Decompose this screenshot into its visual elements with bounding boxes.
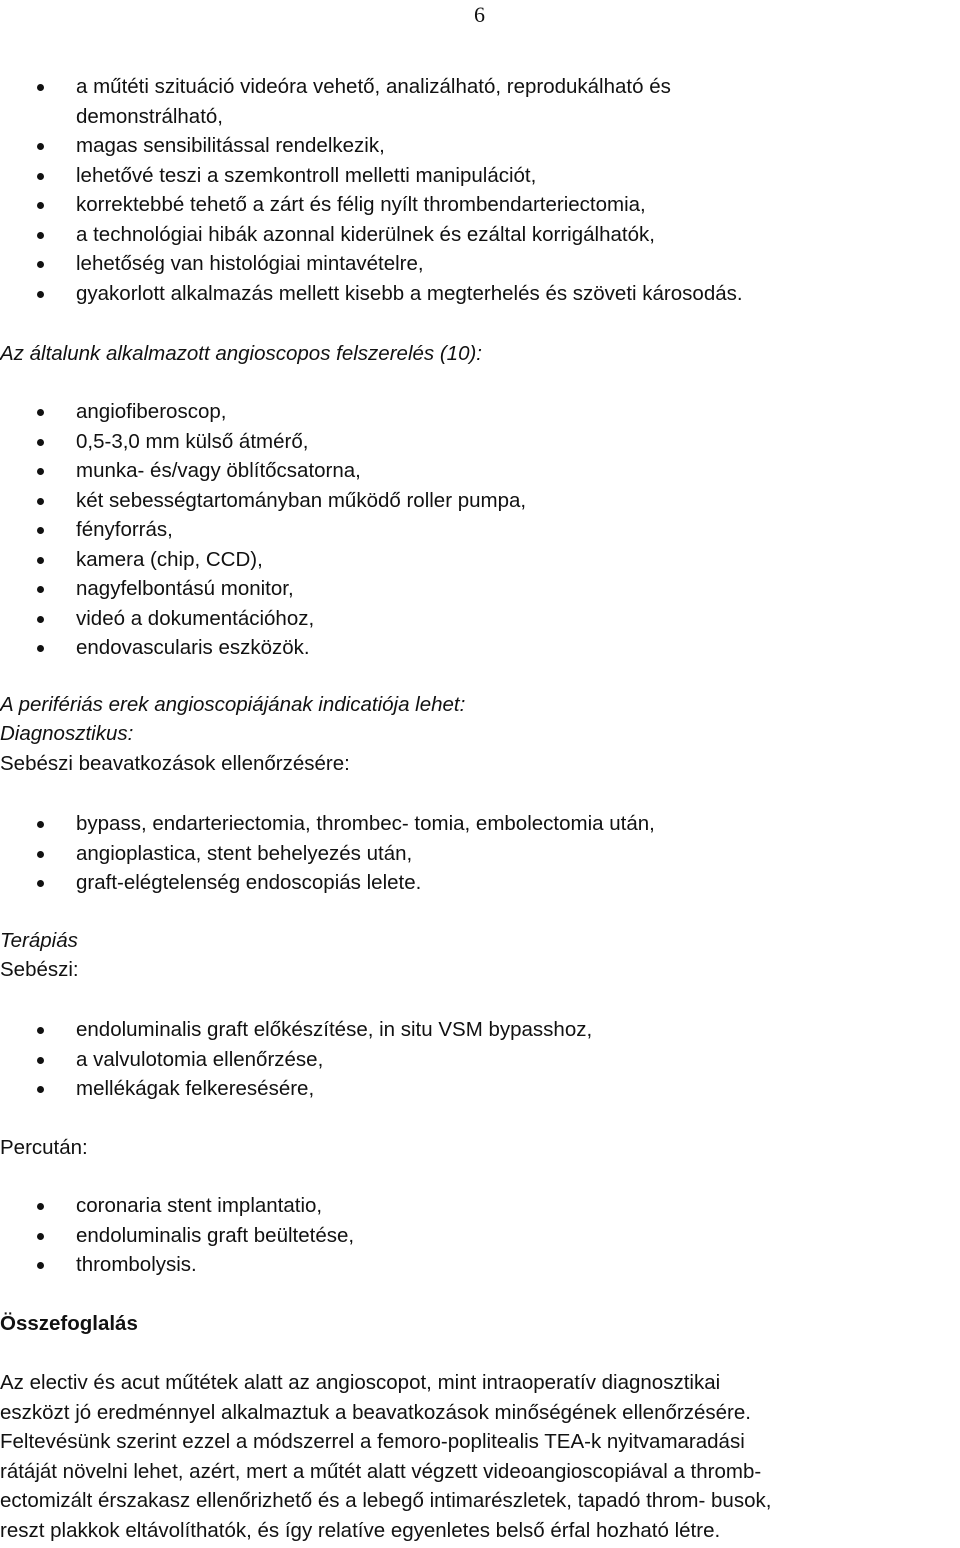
indication-heading: A perifériás erek angioscopiájának indicatiója lehet: [0, 693, 466, 716]
list-item: nagyfelbontású monitor, [0, 574, 960, 604]
page-number: 6 [474, 2, 485, 27]
diagnostic-list [0, 809, 960, 898]
list-item: lehetővé teszi a szemkontroll melletti manipulációt, [0, 161, 960, 191]
list-item: fényforrás, [0, 515, 960, 545]
paragraph-line: rátáját növelni lehet, azért, mert a műtét alatt végzett videoangioscopiával a thromb- [0, 1459, 762, 1483]
list-item: 0,5-3,0 mm külső átmérő, [0, 427, 960, 457]
paragraph-line: Feltevésünk szerint ezzel a módszerrel a femoro-poplitealis TEA-k nyitvamaradási [0, 1430, 745, 1453]
paragraph-line: ectomizált érszakasz ellenőrizhető és a lebegő intimarészletek, tapadó throm- busok, [0, 1489, 772, 1512]
list-item: kamera (chip, CCD), [0, 545, 960, 575]
paragraph-line: Az electiv és acut műtétek alatt az angioscopot, mint intraoperatív diagnosztikai [0, 1371, 721, 1394]
equipment-heading: Az általunk alkalmazott angioscopos felszerelés (10): [0, 342, 482, 365]
surgical-control-heading: Sebészi beavatkozások ellenőrzésére: [0, 752, 350, 775]
equipment-list [0, 397, 960, 663]
list-item: munka- és/vagy öblítőcsatorna, [0, 456, 960, 486]
list-item: a műtéti szituáció videóra vehető, analizálható, reprodukálható és [0, 72, 960, 102]
list-item: endovascularis eszközök. [0, 633, 960, 663]
surgical-heading: Sebészi: [0, 958, 79, 981]
paragraph-line: reszt plakkok eltávolíthatók, és így relatíve egyenletes belső érfal hozható létre. [0, 1518, 721, 1542]
paragraph-line: eszközt jó eredménnyel alkalmaztuk a beavatkozások minőségének ellenőrzésére. [0, 1400, 751, 1424]
list-item: a valvulotomia ellenőrzése, [0, 1045, 960, 1075]
surgical-list [0, 1015, 960, 1104]
list-item-continuation: demonstrálható, [76, 104, 224, 128]
list-item: gyakorlott alkalmazás mellett kisebb a megterhelés és szöveti károsodás. [0, 279, 960, 309]
percutaneous-list [0, 1191, 960, 1280]
advantages-list [0, 72, 960, 308]
list-item: graft-elégtelenség endoscopiás lelete. [0, 868, 960, 898]
list-item: lehetőség van histológiai mintavételre, [0, 249, 960, 279]
list-item: angioplastica, stent behelyezés után, [0, 839, 960, 869]
list-item: endoluminalis graft beültetése, [0, 1221, 960, 1251]
list-item: a technológiai hibák azonnal kiderülnek és ezáltal korrigálhatók, [0, 220, 960, 250]
therapeutic-heading: Terápiás [0, 929, 78, 952]
list-item: videó a dokumentációhoz, [0, 604, 960, 634]
list-item: korrektebbé tehető a zárt és félig nyílt thrombendarteriectomia, [0, 190, 960, 220]
list-item: thrombolysis. [0, 1250, 960, 1280]
list-item: mellékágak felkeresésére, [0, 1074, 960, 1104]
list-item: coronaria stent implantatio, [0, 1191, 960, 1221]
list-item: két sebességtartományban működő roller pumpa, [0, 486, 960, 516]
list-item: bypass, endarteriectomia, thrombec- tomia, embolectomia után, [0, 809, 960, 839]
percutaneous-heading: Percután: [0, 1136, 88, 1159]
diagnostic-heading: Diagnosztikus: [0, 722, 134, 745]
list-item: endoluminalis graft előkészítése, in situ VSM bypasshoz, [0, 1015, 960, 1045]
list-item: angiofiberoscop, [0, 397, 960, 427]
summary-paragraph [0, 1368, 960, 1545]
summary-heading: Összefoglalás [0, 1312, 138, 1335]
list-item: magas sensibilitással rendelkezik, [0, 131, 960, 161]
